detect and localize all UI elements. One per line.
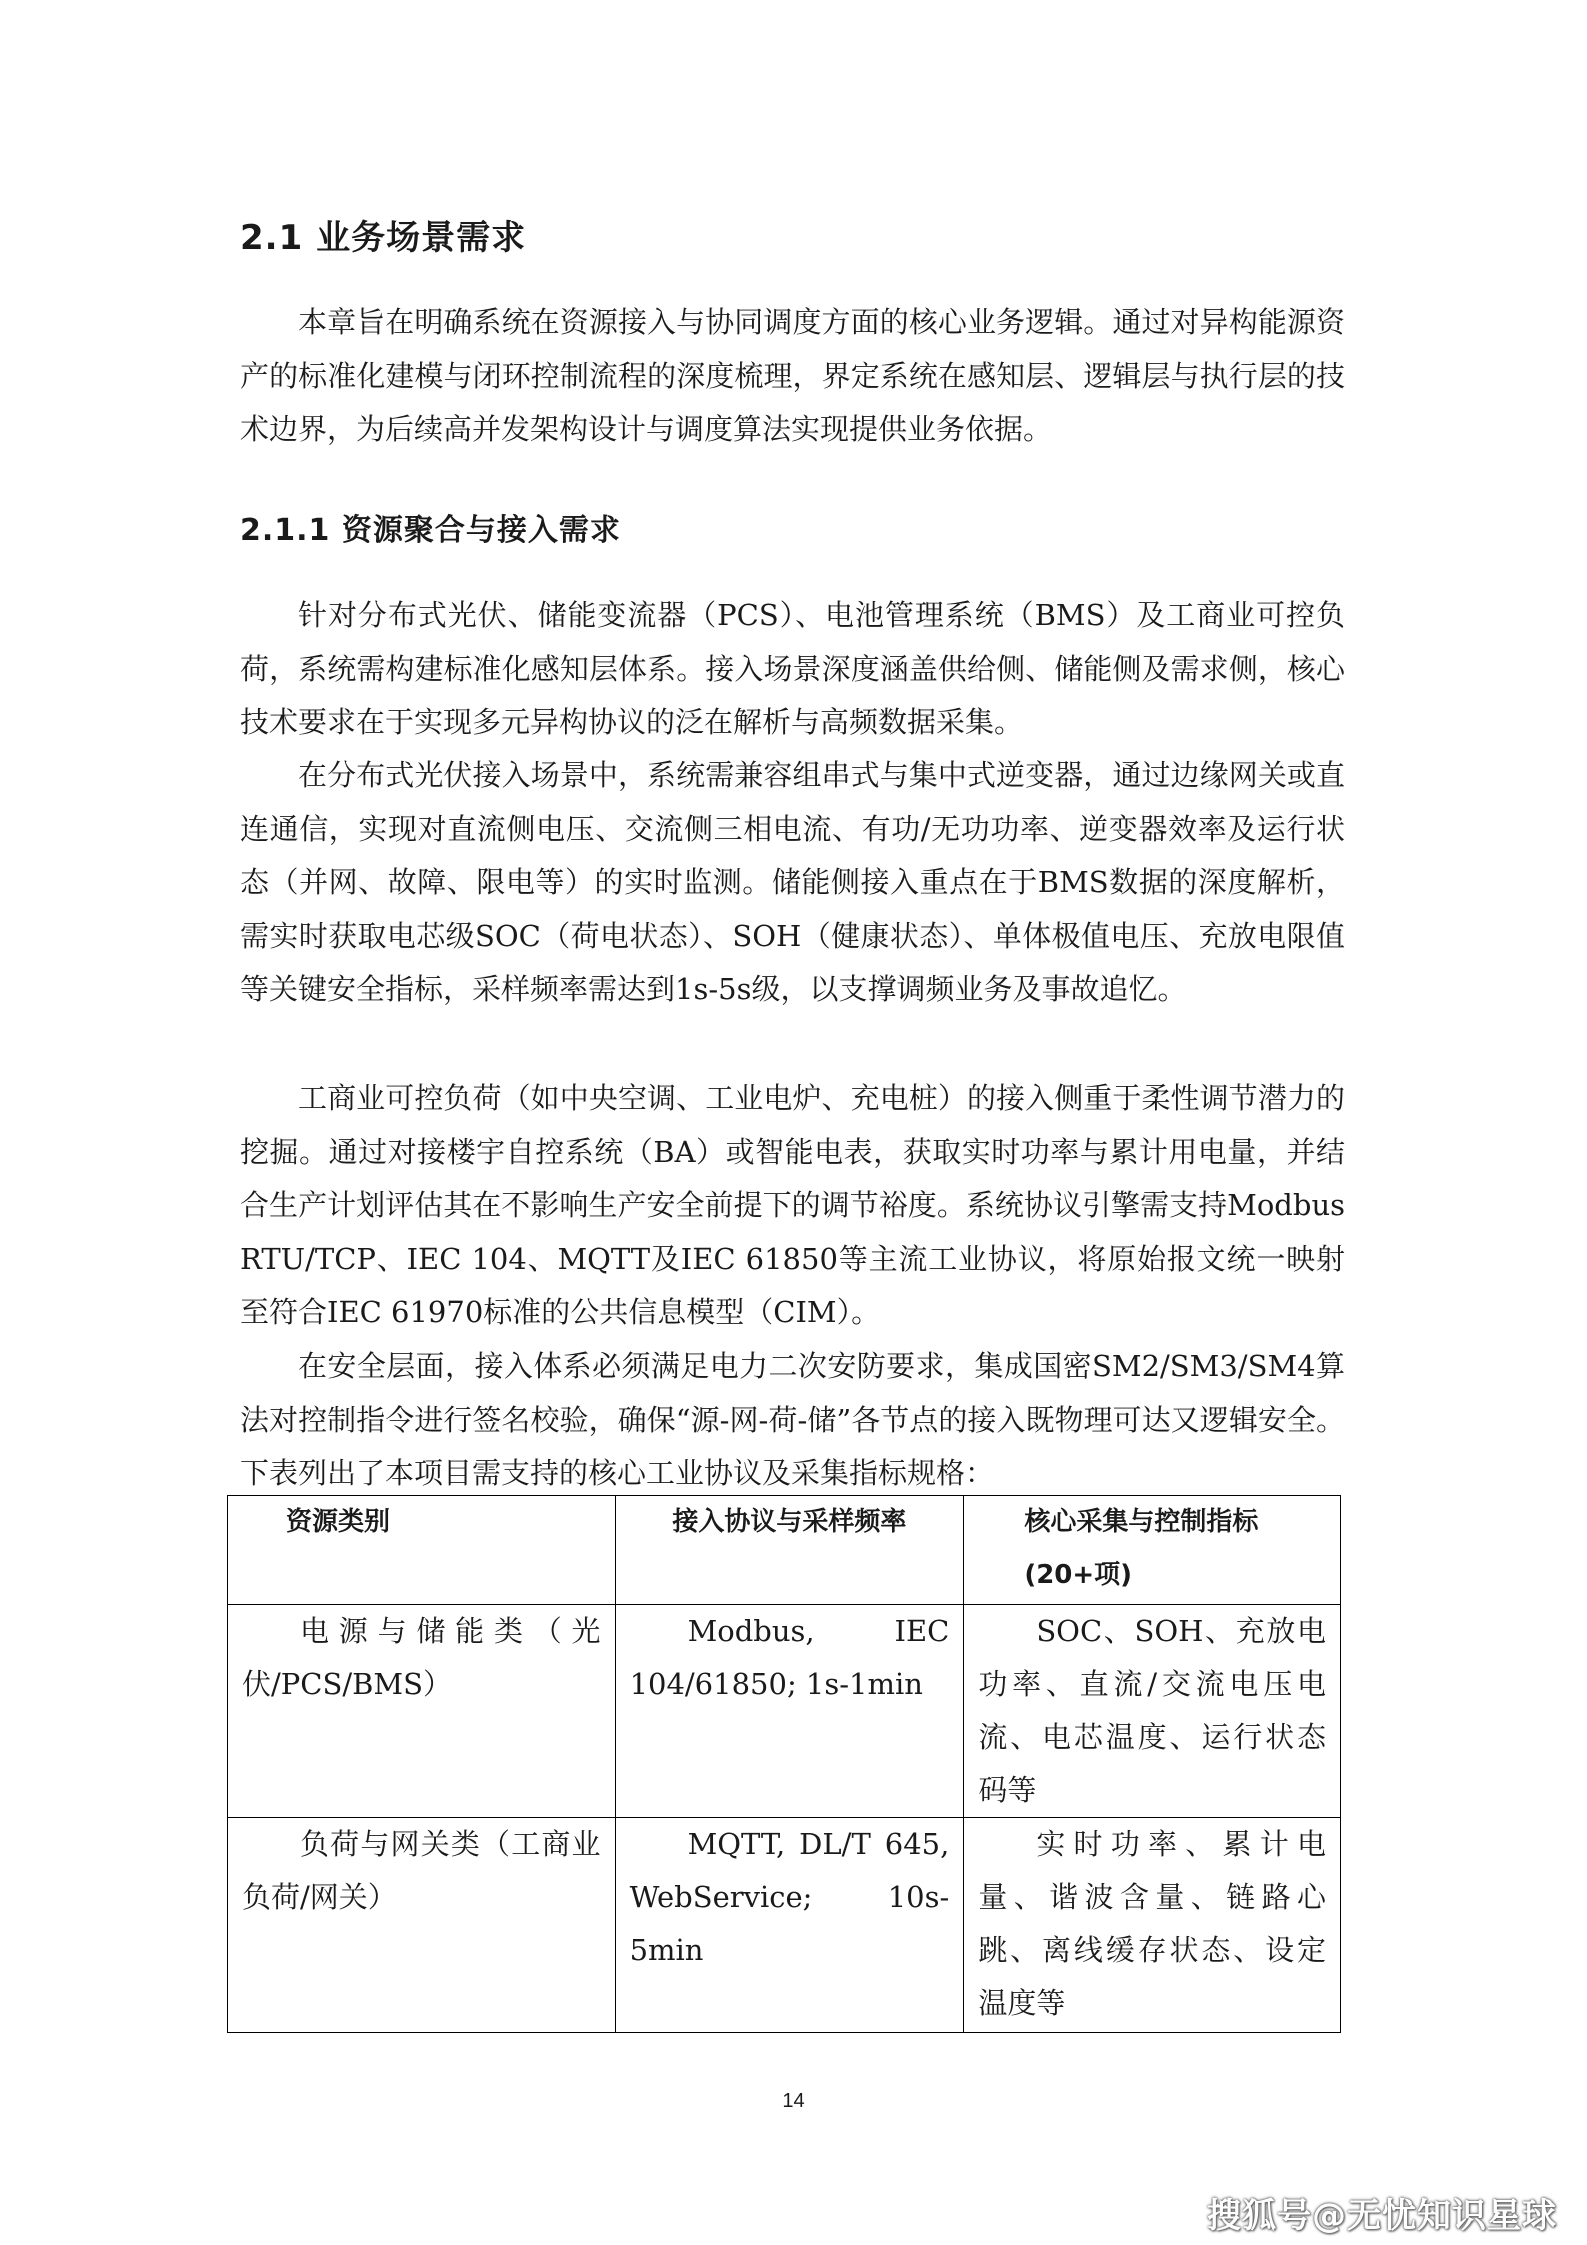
body-paragraph: 工商业可控负荷（如中央空调、工业电炉、充电桩）的接入侧重于柔性调节潜力的挖掘。通过对接楼宇自控系统（BA）或智能电表，获取实时功率与累计用电量，并结合生产计划评估其在不影响生产安全前提下的调节裕度。系统协议引擎需支持Modbus RTU/TCP、IEC 104、MQTT及IEC 61850等主流工业协议，将原始报文统一映射至符合IEC 61970标准的公共信息模型（CIM）。 [240, 1081, 1345, 1329]
table-cell: 负荷与网关类（工商业负荷/网关） [228, 1818, 616, 2033]
table-header-cell: 资源类别 [228, 1496, 616, 1605]
table-row [228, 1818, 1341, 2033]
table-cell: SOC、SOH、充放电功率、直流/交流电压电流、电芯温度、运行状态码等 [964, 1605, 1341, 1818]
subsection-heading: 2.1.1 资源聚合与接入需求 [240, 513, 621, 548]
watermark: 搜狐号@无忧知识星球 [1207, 2196, 1557, 2236]
table-cell: 实时功率、累计电量、谐波含量、链路心跳、离线缓存状态、设定温度等 [964, 1818, 1341, 2033]
body-paragraph: 在安全层面，接入体系必须满足电力二次安防要求，集成国密SM2/SM3/SM4算法对控制指令进行签名校验，确保“源-网-荷-储”各节点的接入既物理可达又逻辑安全。下表列出了本项目需支持的核心工业协议及采集指标规格： [240, 1349, 1345, 1490]
table-header-cell: 核心采集与控制指标(20+项) [964, 1496, 1341, 1605]
body-paragraph: 在分布式光伏接入场景中，系统需兼容组串式与集中式逆变器，通过边缘网关或直连通信，实现对直流侧电压、交流侧三相电流、有功/无功功率、逆变器效率及运行状态（并网、故障、限电等）的实时监测。储能侧接入重点在于BMS数据的深度解析，需实时获取电芯级SOC（荷电状态）、SOH（健康状态）、单体极值电压、充放电限值等关键安全指标，采样频率需达到1s-5s级，以支撑调频业务及事故追忆。 [240, 758, 1345, 1006]
section-heading: 2.1 业务场景需求 [240, 218, 527, 258]
table-cell: MQTT, DL/T 645, WebService; 10s-5min [615, 1818, 964, 2033]
protocol-spec-table [227, 1495, 1341, 2033]
section-intro-paragraph: 本章旨在明确系统在资源接入与协同调度方面的核心业务逻辑。通过对异构能源资产的标准化建模与闭环控制流程的深度梳理，界定系统在感知层、逻辑层与执行层的技术边界，为后续高并发架构设计与调度算法实现提供业务依据。 [240, 305, 1345, 446]
table-cell: Modbus, IEC 104/61850; 1s-1min [615, 1605, 964, 1818]
table-row [228, 1605, 1341, 1818]
table-header-cell: 接入协议与采样频率 [615, 1496, 964, 1605]
body-paragraph: 针对分布式光伏、储能变流器（PCS）、电池管理系统（BMS）及工商业可控负荷，系统需构建标准化感知层体系。接入场景深度涵盖供给侧、储能侧及需求侧，核心技术要求在于实现多元异构协议的泛在解析与高频数据采集。 [240, 598, 1345, 739]
page-number: 14 [782, 2090, 805, 2112]
table-header-row [228, 1496, 1341, 1605]
table-cell: 电源与储能类（光伏/PCS/BMS） [228, 1605, 616, 1818]
